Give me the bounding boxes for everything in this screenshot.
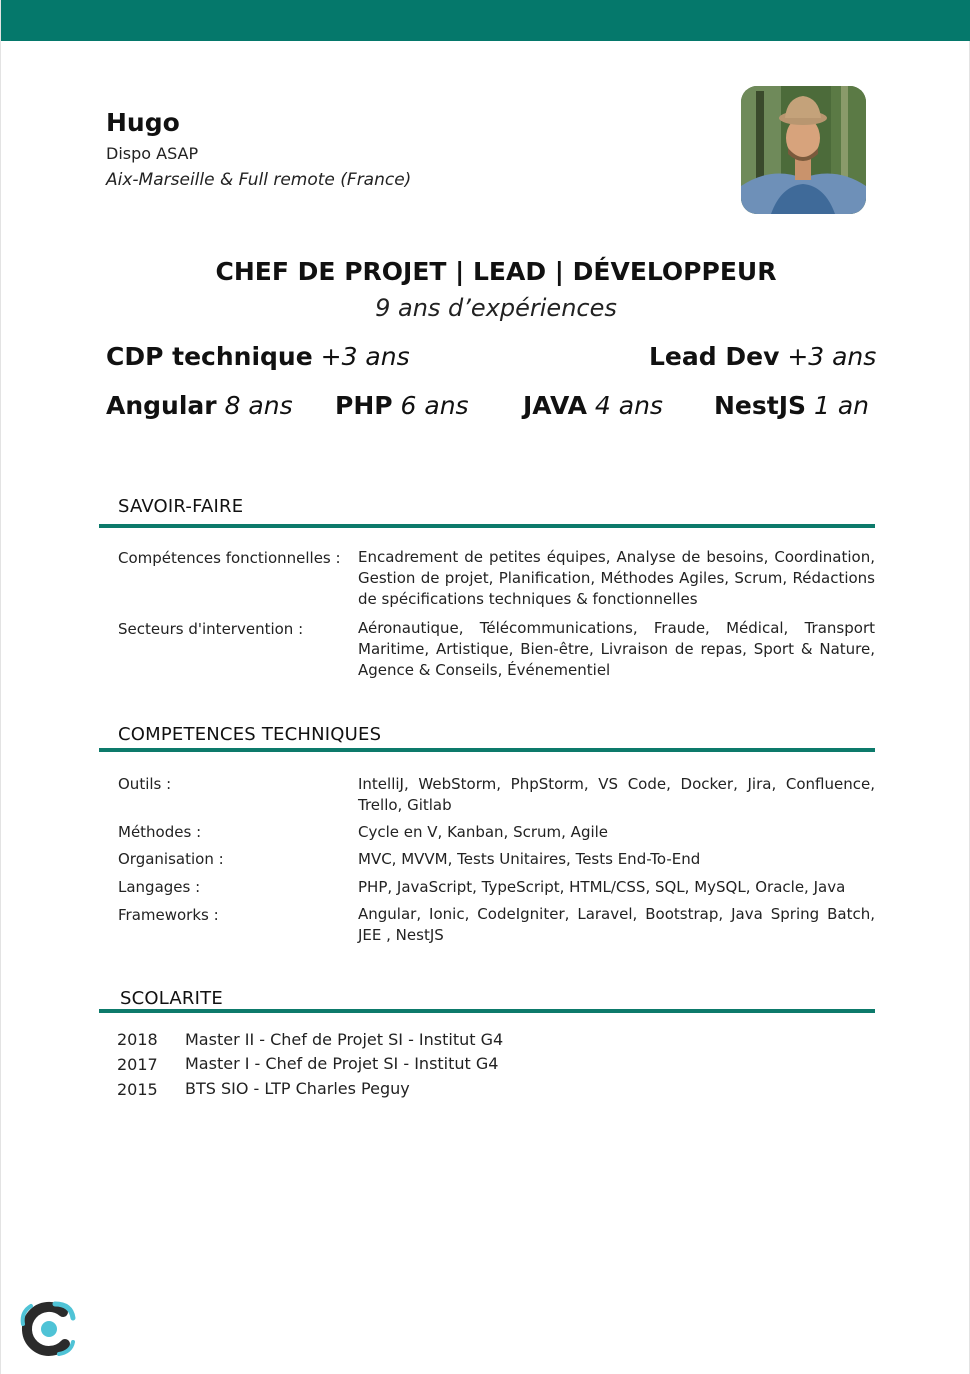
nestjs-experience: [714, 391, 869, 420]
functional-skills-value: Encadrement de petites équipes, Analyse de besoins, Coordination, Gestion de projet, Planification, Méthodes Agiles, Scrum, Rédactions de spécifications techniques & fonctionnelles: [358, 548, 875, 608]
location: Aix-Marseille & Full remote (France): [106, 170, 412, 190]
frameworks-label: Frameworks :: [118, 906, 219, 924]
lead-label: Lead Dev: [649, 342, 780, 371]
section-divider: [99, 748, 875, 752]
methods-value: Cycle en V, Kanban, Scrum, Agile: [358, 823, 609, 841]
lead-value: +3 ans: [787, 342, 877, 371]
php-value: 6 ans: [400, 391, 469, 420]
angular-label: Angular: [106, 391, 217, 420]
java-experience: [523, 391, 663, 420]
angular-value: 8 ans: [224, 391, 293, 420]
company-logo-icon: [19, 1300, 77, 1358]
php-label: PHP: [335, 391, 393, 420]
section-title-competences: COMPETENCES TECHNIQUES: [118, 724, 382, 745]
frameworks-value: Angular, Ionic, CodeIgniter, Laravel, Bootstrap, Java Spring Batch, JEE , NestJS: [358, 905, 875, 944]
job-title: CHEF DE PROJET | LEAD | DÉVELOPPEUR: [215, 257, 777, 286]
php-experience: [335, 391, 469, 420]
tools-value: IntelliJ, WebStorm, PhpStorm, VS Code, Docker, Jira, Confluence, Trello, Gitlab: [358, 775, 875, 814]
cdp-experience: [106, 342, 410, 371]
nestjs-value: 1 an: [813, 391, 870, 420]
candidate-name: Hugo: [106, 108, 180, 137]
lead-experience: [649, 342, 876, 371]
methods-label: Méthodes :: [118, 823, 202, 841]
sectors-label: Secteurs d'intervention :: [118, 620, 304, 638]
education-entry: Master II - Chef de Projet SI - Institut G4: [185, 1030, 504, 1049]
header-bar: [1, 0, 970, 41]
languages-value: PHP, JavaScript, TypeScript, HTML/CSS, SQL, MySQL, Oracle, Java: [358, 878, 846, 896]
education-year: 2018: [117, 1030, 158, 1049]
java-value: 4 ans: [594, 391, 663, 420]
languages-label: Langages :: [118, 878, 201, 896]
availability: Dispo ASAP: [106, 144, 199, 163]
cdp-label: CDP technique: [106, 342, 313, 371]
sectors-value: Aéronautique, Télécommunications, Fraude, Médical, Transport Maritime, Artistique, Bien-être, Livraison de repas, Sport & Nature, Agence & Conseils, Événementiel: [358, 619, 875, 679]
functional-skills-label: Compétences fonctionnelles :: [118, 549, 341, 567]
cdp-value: +3 ans: [320, 342, 410, 371]
education-year: 2015: [117, 1080, 158, 1099]
section-divider: [99, 524, 875, 528]
angular-experience: [106, 391, 293, 420]
experience-summary: 9 ans d’expériences: [375, 294, 617, 322]
education-year: 2017: [117, 1055, 158, 1074]
education-entry: BTS SIO - LTP Charles Peguy: [185, 1079, 410, 1098]
profile-photo-image: [741, 86, 866, 214]
profile-photo: [741, 86, 866, 214]
nestjs-label: NestJS: [714, 391, 807, 420]
organisation-value: MVC, MVVM, Tests Unitaires, Tests End-To-End: [358, 850, 701, 868]
organisation-label: Organisation :: [118, 850, 224, 868]
section-title-scolarite: SCOLARITE: [120, 988, 223, 1009]
section-title-savoir-faire: SAVOIR-FAIRE: [118, 496, 244, 517]
section-divider: [99, 1009, 875, 1013]
tools-label: Outils :: [118, 775, 172, 793]
education-entry: Master I - Chef de Projet SI - Institut G4: [185, 1054, 499, 1073]
java-label: JAVA: [523, 391, 587, 420]
